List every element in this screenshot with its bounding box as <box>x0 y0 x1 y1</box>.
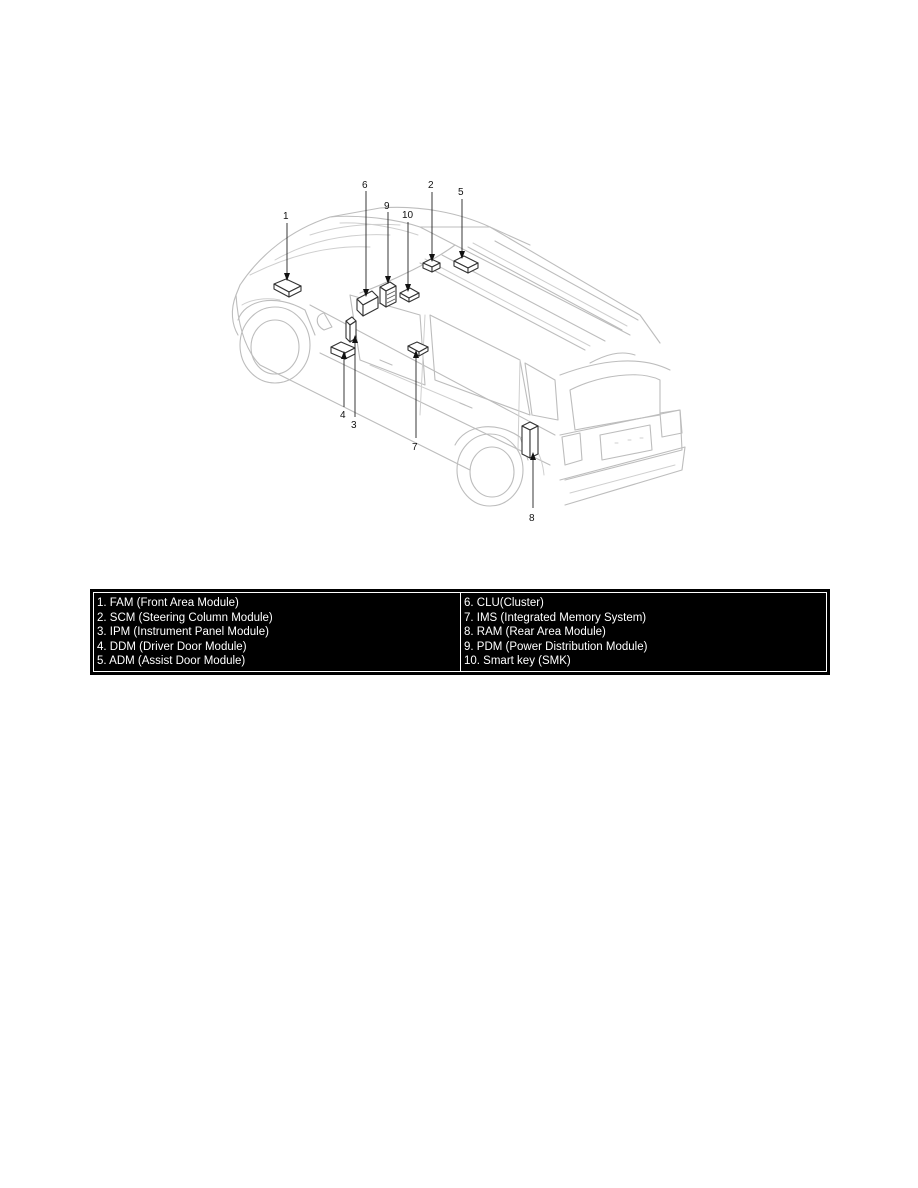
module-scm <box>423 259 440 272</box>
module-ims <box>408 342 428 356</box>
callout-1: 1 <box>283 211 289 222</box>
legend-column-right <box>460 593 826 671</box>
callout-2: 2 <box>428 180 434 191</box>
callout-9: 9 <box>384 201 390 212</box>
module-smk <box>400 288 419 302</box>
callout-8: 8 <box>529 513 535 524</box>
module-adm <box>454 256 478 273</box>
callout-4: 4 <box>340 410 346 421</box>
module-fam <box>274 279 301 297</box>
legend-frame <box>93 592 827 672</box>
callout-6: 6 <box>362 180 368 191</box>
legend-item-ddm: 4. DDM (Driver Door Module) <box>97 640 247 653</box>
legend-item-pdm: 9. PDM (Power Distribution Module) <box>464 640 648 653</box>
legend-column-left <box>94 593 460 671</box>
legend-item-fam: 1. FAM (Front Area Module) <box>97 597 239 609</box>
callout-3: 3 <box>351 420 357 431</box>
module-ram <box>522 422 538 458</box>
vehicle-illustration <box>220 175 690 535</box>
module-clu <box>357 291 378 316</box>
vehicle-body-outline <box>232 207 685 506</box>
legend-item-ipm: 3. IPM (Instrument Panel Module) <box>97 626 269 639</box>
callout-10: 10 <box>402 210 414 221</box>
module-pdm <box>380 282 396 307</box>
callout-5: 5 <box>458 187 464 198</box>
legend-item-ims: 7. IMS (Integrated Memory System) <box>464 611 647 624</box>
legend-item-clu: 6. CLU(Cluster) <box>464 597 544 609</box>
legend-item-adm: 5. ADM (Assist Door Module) <box>97 655 246 668</box>
legend-item-scm: 2. SCM (Steering Column Module) <box>97 611 273 624</box>
module-legend-table <box>90 589 830 675</box>
callout-7: 7 <box>412 442 418 453</box>
legend-item-smk: 10. Smart key (SMK) <box>464 655 571 668</box>
legend-item-ram: 8. RAM (Rear Area Module) <box>464 626 606 639</box>
vehicle-module-location-diagram <box>220 175 690 535</box>
